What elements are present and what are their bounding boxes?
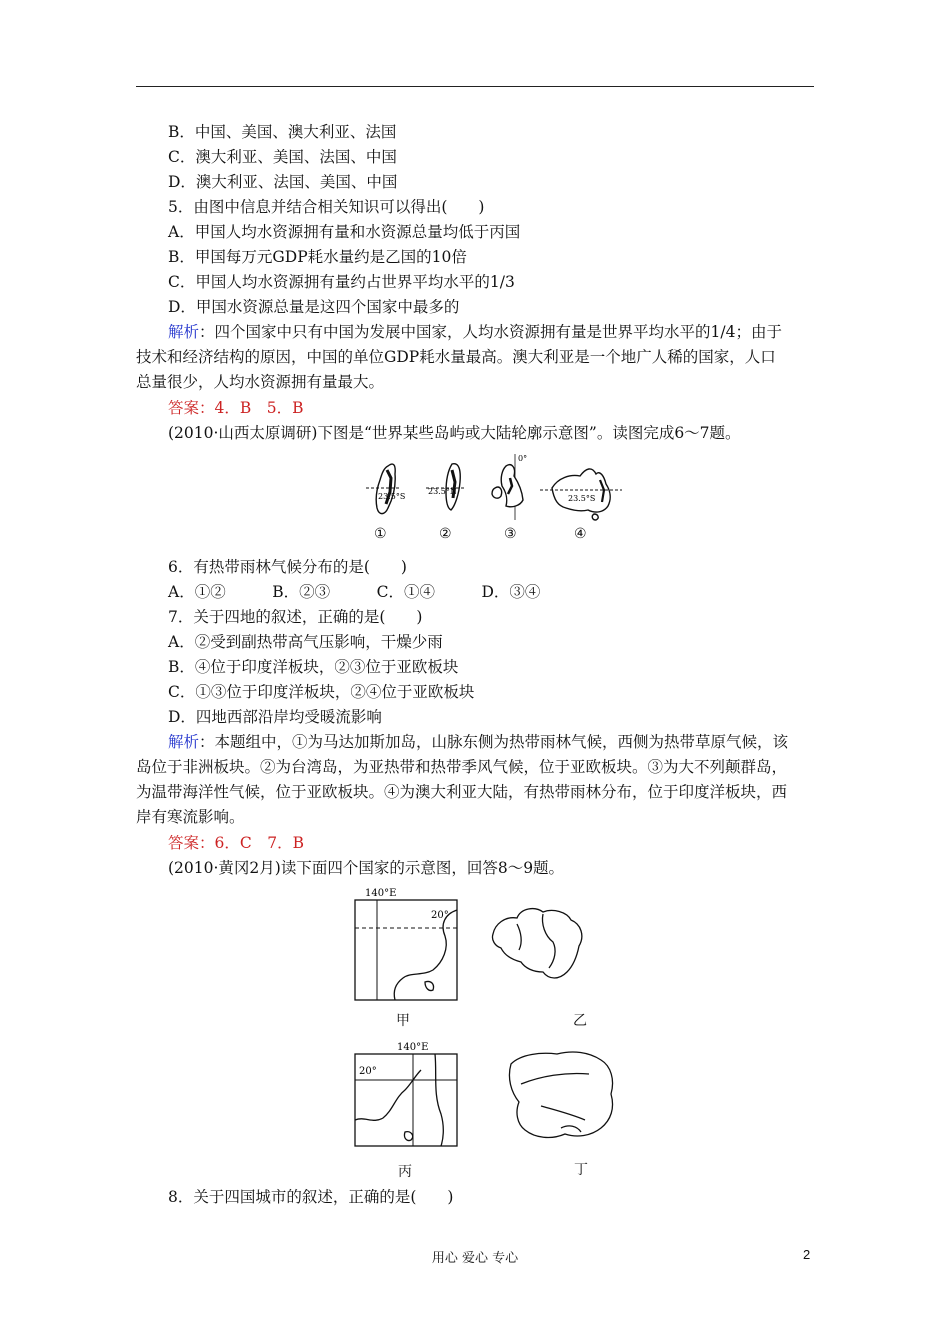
option-b-q5: B．甲国每万元GDP耗水量约是乙国的10倍 <box>168 248 467 266</box>
madagascar-outline <box>366 464 400 514</box>
map-caption-bing: 丙 <box>398 1164 412 1180</box>
explanation-label: 解析 <box>168 733 200 751</box>
britain-outline <box>492 454 523 520</box>
explanation-2-line4: 岸有寒流影响。 <box>136 808 245 826</box>
page-footer: 用心 爱心 专心 <box>431 1251 519 1266</box>
fig1-label-3: ③ <box>504 526 517 542</box>
map-caption-jia: 甲 <box>396 1013 410 1029</box>
explanation-1-line1: 解析：四个国家中只有中国为发展中国家，人均水资源拥有量是世界平均水平的1/4；由于 <box>168 323 782 341</box>
explanation-1-line2: 技术和经济结构的原因，中国的单位GDP耗水量最高。澳大利亚是一个地广人稀的国家，人口 <box>136 348 776 366</box>
bing-lon-label: 140°E <box>397 1042 429 1053</box>
map-yi <box>492 909 581 978</box>
bing-lat-label: 20° <box>359 1066 377 1077</box>
country-maps-figure <box>345 884 645 1184</box>
map-ding <box>509 1052 612 1137</box>
lat-label-2: 23.5°N <box>428 487 457 496</box>
jia-lon-label: 140°E <box>365 888 397 899</box>
explanation-2-line1: 解析：本题组中，①为马达加斯加岛，山脉东侧为热带雨林气候，西侧为热带草原气候，该 <box>168 733 789 751</box>
question-8: 8．关于四国城市的叙述，正确的是( ) <box>168 1188 454 1206</box>
question-6: 6．有热带雨林气候分布的是( ) <box>168 558 407 576</box>
fig1-label-4: ④ <box>574 526 587 542</box>
option-d-q4: D．澳大利亚、法国、美国、中国 <box>168 173 398 191</box>
question-6-options: A．①② B．②③ C．①④ D．③④ <box>168 583 541 601</box>
intro-q6-7: (2010·山西太原调研)下图是“世界某些岛屿或大陆轮廓示意图”。读图完成6～7题。 <box>168 424 741 442</box>
map-caption-ding: 丁 <box>574 1162 588 1178</box>
answer-2: 答案：6．C 7．B <box>168 834 304 852</box>
option-b-q7: B．④位于印度洋板块，②③位于亚欧板块 <box>168 658 459 676</box>
intro-q8-9: (2010·黄冈2月)读下面四个国家的示意图，回答8～9题。 <box>168 859 565 877</box>
option-a-q5: A．甲国人均水资源拥有量和水资源总量均低于丙国 <box>168 223 521 241</box>
option-c-q5: C．甲国人均水资源拥有量约占世界平均水平的1/3 <box>168 273 515 291</box>
option-b-q4: B．中国、美国、澳大利亚、法国 <box>168 123 397 141</box>
option-c-q7: C．①③位于印度洋板块，②④位于亚欧板块 <box>168 683 475 701</box>
option-a-q7: A．②受到副热带高气压影响，干燥少雨 <box>168 633 443 651</box>
option-c-q4: C．澳大利亚、美国、法国、中国 <box>168 148 397 166</box>
question-7: 7．关于四地的叙述，正确的是( ) <box>168 608 423 626</box>
explanation-2-line3: 为温带海洋性气候，位于亚欧板块。④为澳大利亚大陆，有热带雨林分布，位于印度洋板块，西 <box>136 783 788 801</box>
question-5: 5．由图中信息并结合相关知识可以得出( ) <box>168 198 485 216</box>
option-d-q5: D．甲国水资源总量是这四个国家中最多的 <box>168 298 460 316</box>
option-d-q7: D．四地西部沿岸均受暖流影响 <box>168 708 382 726</box>
lon-label-3: 0° <box>518 454 528 463</box>
lat-label-1: 23.5°S <box>378 492 406 501</box>
fig1-label-2: ② <box>439 526 452 542</box>
map-caption-yi: 乙 <box>573 1013 587 1029</box>
page-number: 2 <box>803 1247 811 1262</box>
lat-label-4: 23.5°S <box>568 494 596 503</box>
explanation-label: 解析 <box>168 323 200 341</box>
explanation-2-line2: 岛位于非洲板块。②为台湾岛，为亚热带和热带季风气候，位于亚欧板块。③为大不列颠群岛， <box>136 758 788 776</box>
jia-lat-label: 20° <box>431 910 449 921</box>
answer-1: 答案：4．B 5．B <box>168 399 304 417</box>
island-outline-figure <box>360 452 630 552</box>
explanation-1-line3: 总量很少，人均水资源拥有量最大。 <box>136 373 385 391</box>
header-rule <box>136 86 814 87</box>
fig1-label-1: ① <box>374 526 387 542</box>
